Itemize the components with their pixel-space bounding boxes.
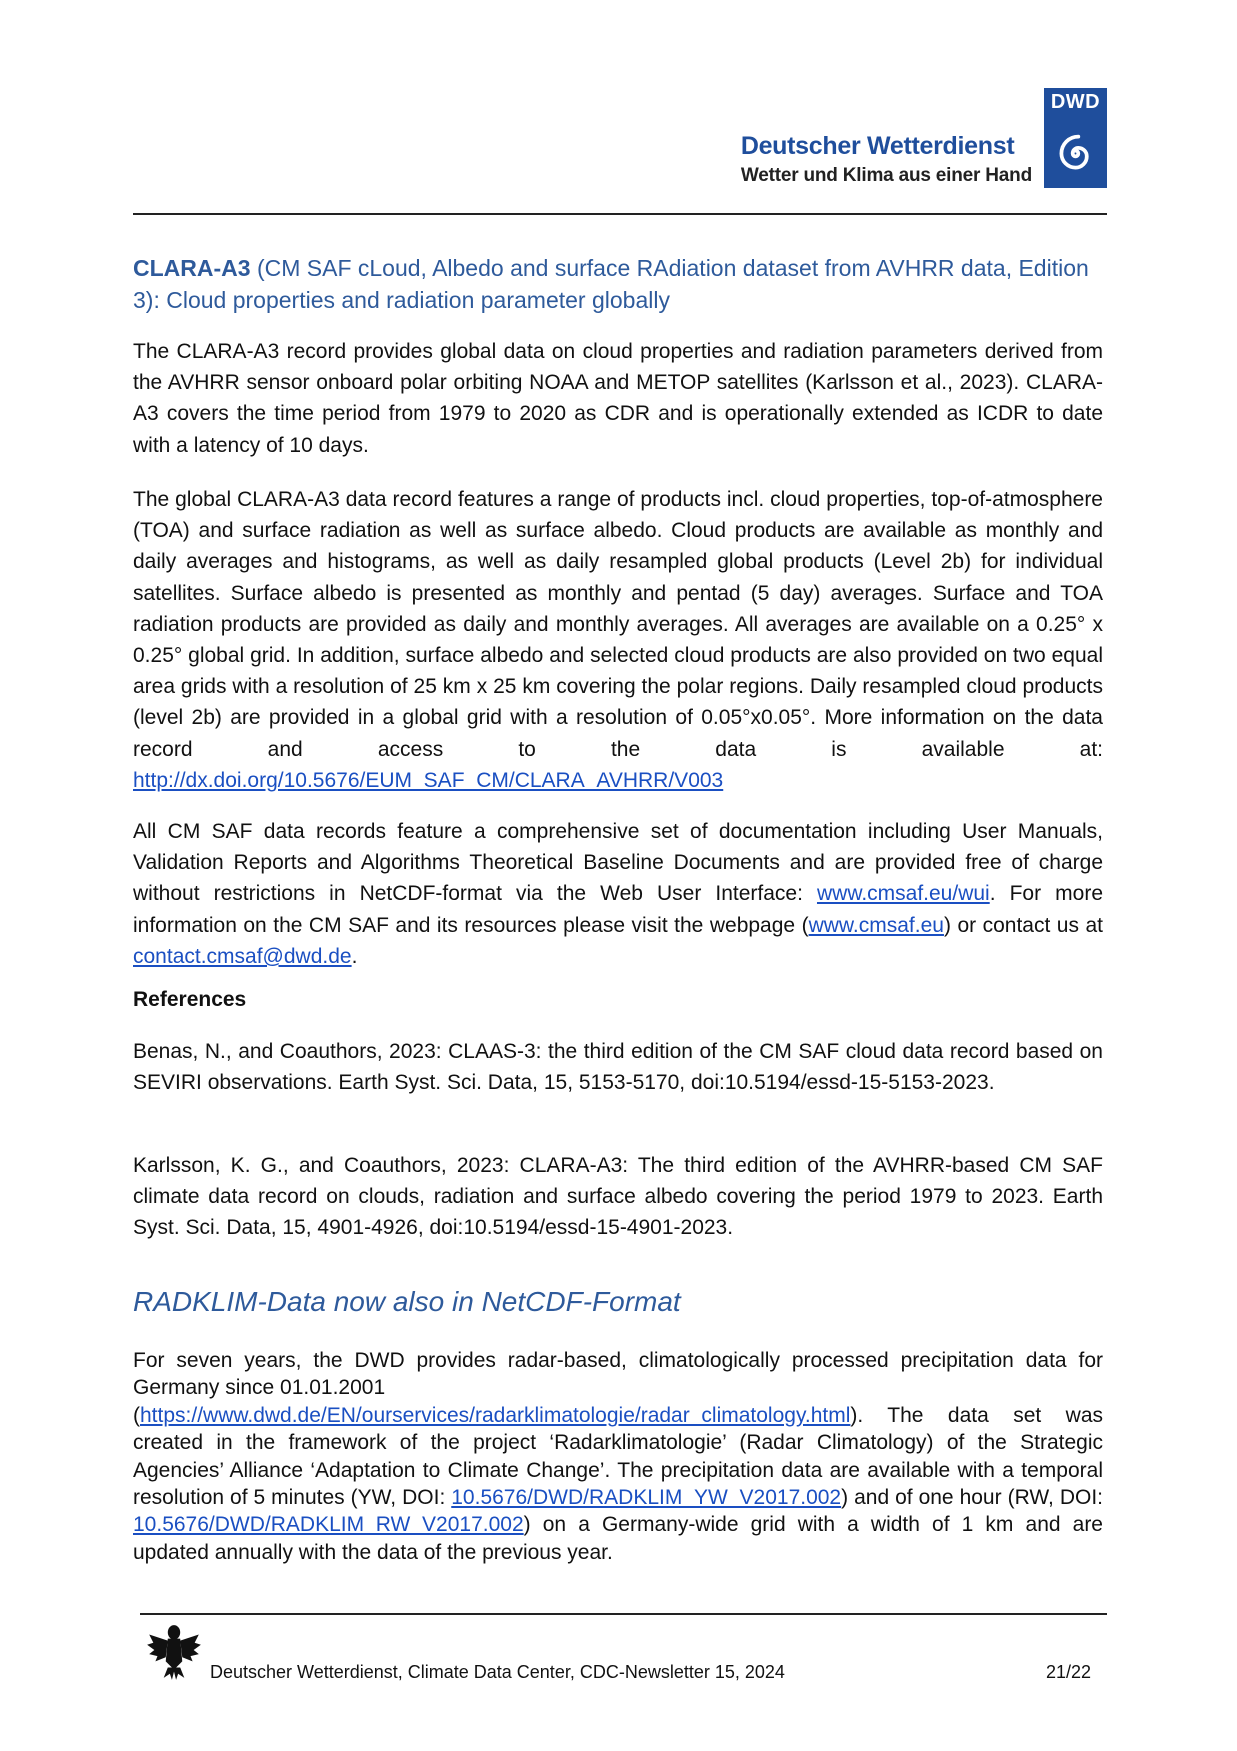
references-heading: References (133, 988, 247, 1011)
footer-rule (140, 1613, 1107, 1615)
dwd-logo-text: DWD (1050, 91, 1101, 113)
contact-email-link[interactable]: contact.cmsaf@dwd.de (133, 944, 352, 968)
paragraph-3-c: ) or contact us at (943, 913, 1103, 937)
radklim-text-c: ). The data set was created in the framework of the project ‘Radarklimatologie’ (Radar Climatology) of the Strategic Agencies’ Alliance ‘Adaptation to Climate Change’. The precipitation data are available with a temporal resolution of 5 minutes (YW, DOI: (133, 1403, 1103, 1510)
page-header (133, 88, 1107, 188)
cmsaf-link[interactable]: www.cmsaf.eu (808, 913, 944, 937)
reference-1: Benas, N., and Coauthors, 2023: CLAAS-3: the third edition of the CM SAF cloud data record based on SEVIRI observations. Earth Syst. Sci. Data, 15, 5153-5170, doi:10.5194/essd-15-5153-2023. (133, 1040, 1103, 1095)
radklim-text-a: For seven years, the DWD provides radar-based, climatologically processed precipitation data for Germany since 01.01.2001 (133, 1349, 1103, 1400)
paragraph-3-d: . (351, 944, 358, 968)
brand-tagline: Wetter und Klima aus einer Hand (740, 165, 1032, 186)
radklim-rw-doi-link[interactable]: 10.5676/DWD/RADKLIM_RW_V2017.002 (133, 1513, 524, 1537)
paragraph-1: The CLARA-A3 record provides global data on cloud properties and radiation parameters derived from the AVHRR sensor onboard polar orbiting NOAA and METOP satellites (Karlsson et al., 2023). CLARA-A3 covers the time period from 1979 to 2020 as CDR and is operationally extended as ICDR to date with a latency of 10 days. (133, 340, 1103, 457)
paragraph-3-b: . For more information on the CM SAF and its resources please visit the webpage ( (133, 882, 1103, 937)
radklim-text-d: ) and of one hour (RW, DOI: (841, 1486, 1103, 1510)
swirl-icon (1052, 130, 1099, 177)
reference-2: Karlsson, K. G., and Coauthors, 2023: CLARA-A3: The third edition of the AVHRR-based CM SAF climate data record on clouds, radiation and surface albedo covering the period 1979 to 2023. Earth Syst. Sci. Data, 15, 4901-4926, doi:10.5194/essd-15-4901-2023. (133, 1154, 1103, 1240)
paragraph-3 (133, 816, 1103, 972)
page-number: 21/22 (1046, 1662, 1092, 1682)
radklim-text-e: ) on a Germany-wide grid with a width of 1 km and are updated annually with the data of the previous year. (133, 1513, 1103, 1564)
radar-climatology-link[interactable]: https://www.dwd.de/EN/ourservices/radarklimatologie/radar_climatology.html (140, 1403, 851, 1427)
paragraph-2 (133, 484, 1103, 796)
brand-block (741, 132, 1032, 187)
radklim-paragraph (133, 1347, 1103, 1566)
section-title-clara (133, 252, 1103, 316)
wui-link[interactable]: www.cmsaf.eu/wui (816, 882, 990, 906)
federal-eagle-icon (143, 1620, 205, 1682)
section-heading-radklim: RADKLIM-Data now also in NetCDF-Format (133, 1286, 681, 1317)
dwd-logo (1044, 88, 1107, 188)
brand-name: Deutscher Wetterdienst (740, 132, 1015, 160)
radklim-yw-doi-link[interactable]: 10.5676/DWD/RADKLIM_YW_V2017.002 (451, 1486, 842, 1510)
footer-text: Deutscher Wetterdienst, Climate Data Center, CDC-Newsletter 15, 2024 (210, 1662, 785, 1682)
section-title-bold: CLARA-A3 (133, 255, 251, 281)
section-title-rest: (CM SAF cLoud, Albedo and surface RAdiation dataset from AVHRR data, Edition 3): Cloud properties and radiation parameter globally (133, 255, 1089, 313)
radklim-text-b: ( (133, 1403, 140, 1427)
paragraph-3-a: All CM SAF data records feature a comprehensive set of documentation including User Manuals, Validation Reports and Algorithms Theoretical Baseline Documents and are provided free of charge without restrictions in NetCDF-format via the Web User Interface: (133, 820, 1103, 906)
paragraph-2-text: The global CLARA-A3 data record features a range of products incl. cloud properties, top-of-atmosphere (TOA) and surface radiation as well as surface albedo. Cloud products are available as monthly and daily averages and histograms, as well as daily resampled global products (Level 2b) for individual satellites. Surface albedo is presented as monthly and pentad (5 day) averages. Surface and TOA radiation products are provided as daily and monthly averages. All averages are available on a 0.25° x 0.25° global grid. In addition, surface albedo and selected cloud products are also provided on two equal area grids with a resolution of 25 km x 25 km covering the polar regions. Daily resampled cloud products (level 2b) are provided in a global grid with a resolution of 0.05°x0.05°. More information on the data record and access to the data is available at: (133, 488, 1103, 761)
clara-doi-link[interactable]: http://dx.doi.org/10.5676/EUM_SAF_CM/CLARA_AVHRR/V003 (133, 768, 724, 792)
header-rule (133, 213, 1107, 215)
